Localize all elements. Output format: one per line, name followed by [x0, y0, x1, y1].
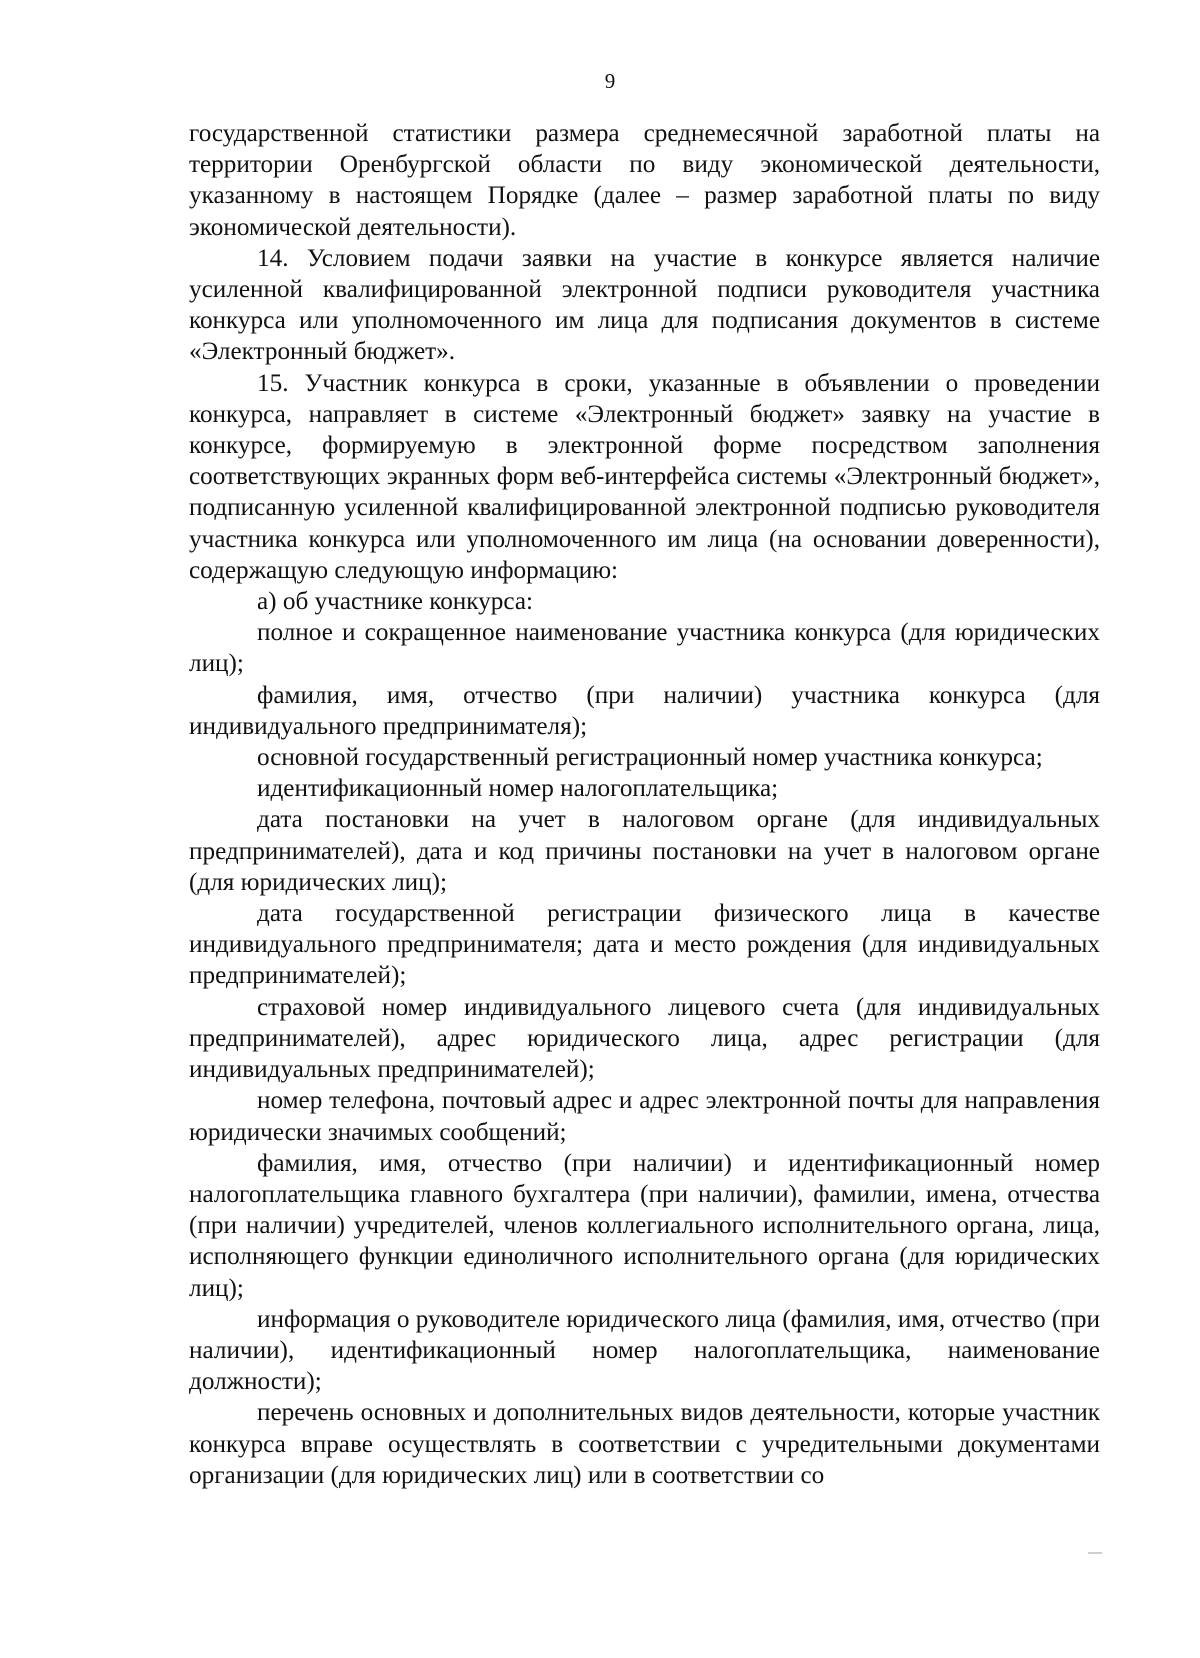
list-item: дата постановки на учет в налоговом органе (для индивидуальных предпринимателей), дата и код причины постановки на учет в налоговом органе (для юридических лиц);: [189, 806, 1100, 896]
scan-artifact-mark: [1088, 1552, 1102, 1554]
list-item: страховой номер индивидуального лицевого счета (для индивидуальных предпринимателей), адрес юридического лица, адрес регистрации (для индивидуальных предпринимателей);: [189, 993, 1100, 1084]
list-item: информация о руководителе юридического лица (фамилия, имя, отчество (при наличии), идентификационный номер налогоплательщика, наименование должности);: [189, 1305, 1100, 1396]
list-item: полное и сокращенное наименование участника конкурса (для юридических лиц);: [189, 619, 1100, 678]
list-item: дата государственной регистрации физического лица в качестве индивидуального предпринимателя; дата и место рождения (для индивидуальных предпринимателей);: [189, 900, 1100, 990]
list-item: фамилия, имя, отчество (при наличии) участника конкурса (для индивидуального предпринимателя);: [189, 681, 1100, 740]
paragraph-item-14: 14. Условием подачи заявки на участие в конкурсе является наличие усиленной квалифицированной электронной подписи руководителя участника конкурса или уполномоченного им лица для подписания документов в системе «Электронный бюджет».: [189, 244, 1100, 366]
paragraph-item-15: 15. Участник конкурса в сроки, указанные в объявлении о проведении конкурса, направляет в системе «Электронный бюджет» заявку на участие в конкурсе, формируемую в электронной форме посредством заполнения соответствующих экранных форм веб-интерфейса системы «Электронный бюджет», подписанную усиленной квалифицированной электронной подписью руководителя участника конкурса или уполномоченного им лица (на основании доверенности), содержащую следующую информацию:: [189, 369, 1100, 584]
list-item: основной государственный регистрационный номер участника конкурса;: [257, 744, 1043, 772]
paragraph-continuation: государственной статистики размера среднемесячной заработной платы на территории Оренбургской области по виду экономической деятельности, указанному в настоящем Порядке (далее – размер заработной платы по виду экономической деятельности).: [189, 120, 1100, 241]
document-body: [189, 118, 1100, 1491]
list-item: фамилия, имя, отчество (при наличии) и идентификационный номер налогоплательщика главного бухгалтера (при наличии), фамилии, имена, отчества (при наличии) учредителей, членов коллегиального исполнительного органа, лица, исполняющего функции единоличного исполнительного органа (для юридических лиц);: [189, 1149, 1100, 1302]
list-item: номер телефона, почтовый адрес и адрес электронной почты для направления юридически значимых сообщений;: [189, 1087, 1100, 1146]
list-item: перечень основных и дополнительных видов деятельности, которые участник конкурса вправе осуществлять в соответствии с учредительными документами организации (для юридических лиц) или в соответствии со: [189, 1399, 1100, 1489]
list-item: идентификационный номер налогоплательщика;: [257, 775, 779, 803]
page-number: 9: [604, 69, 616, 93]
subitem-a: а) об участнике конкурса:: [257, 588, 534, 616]
